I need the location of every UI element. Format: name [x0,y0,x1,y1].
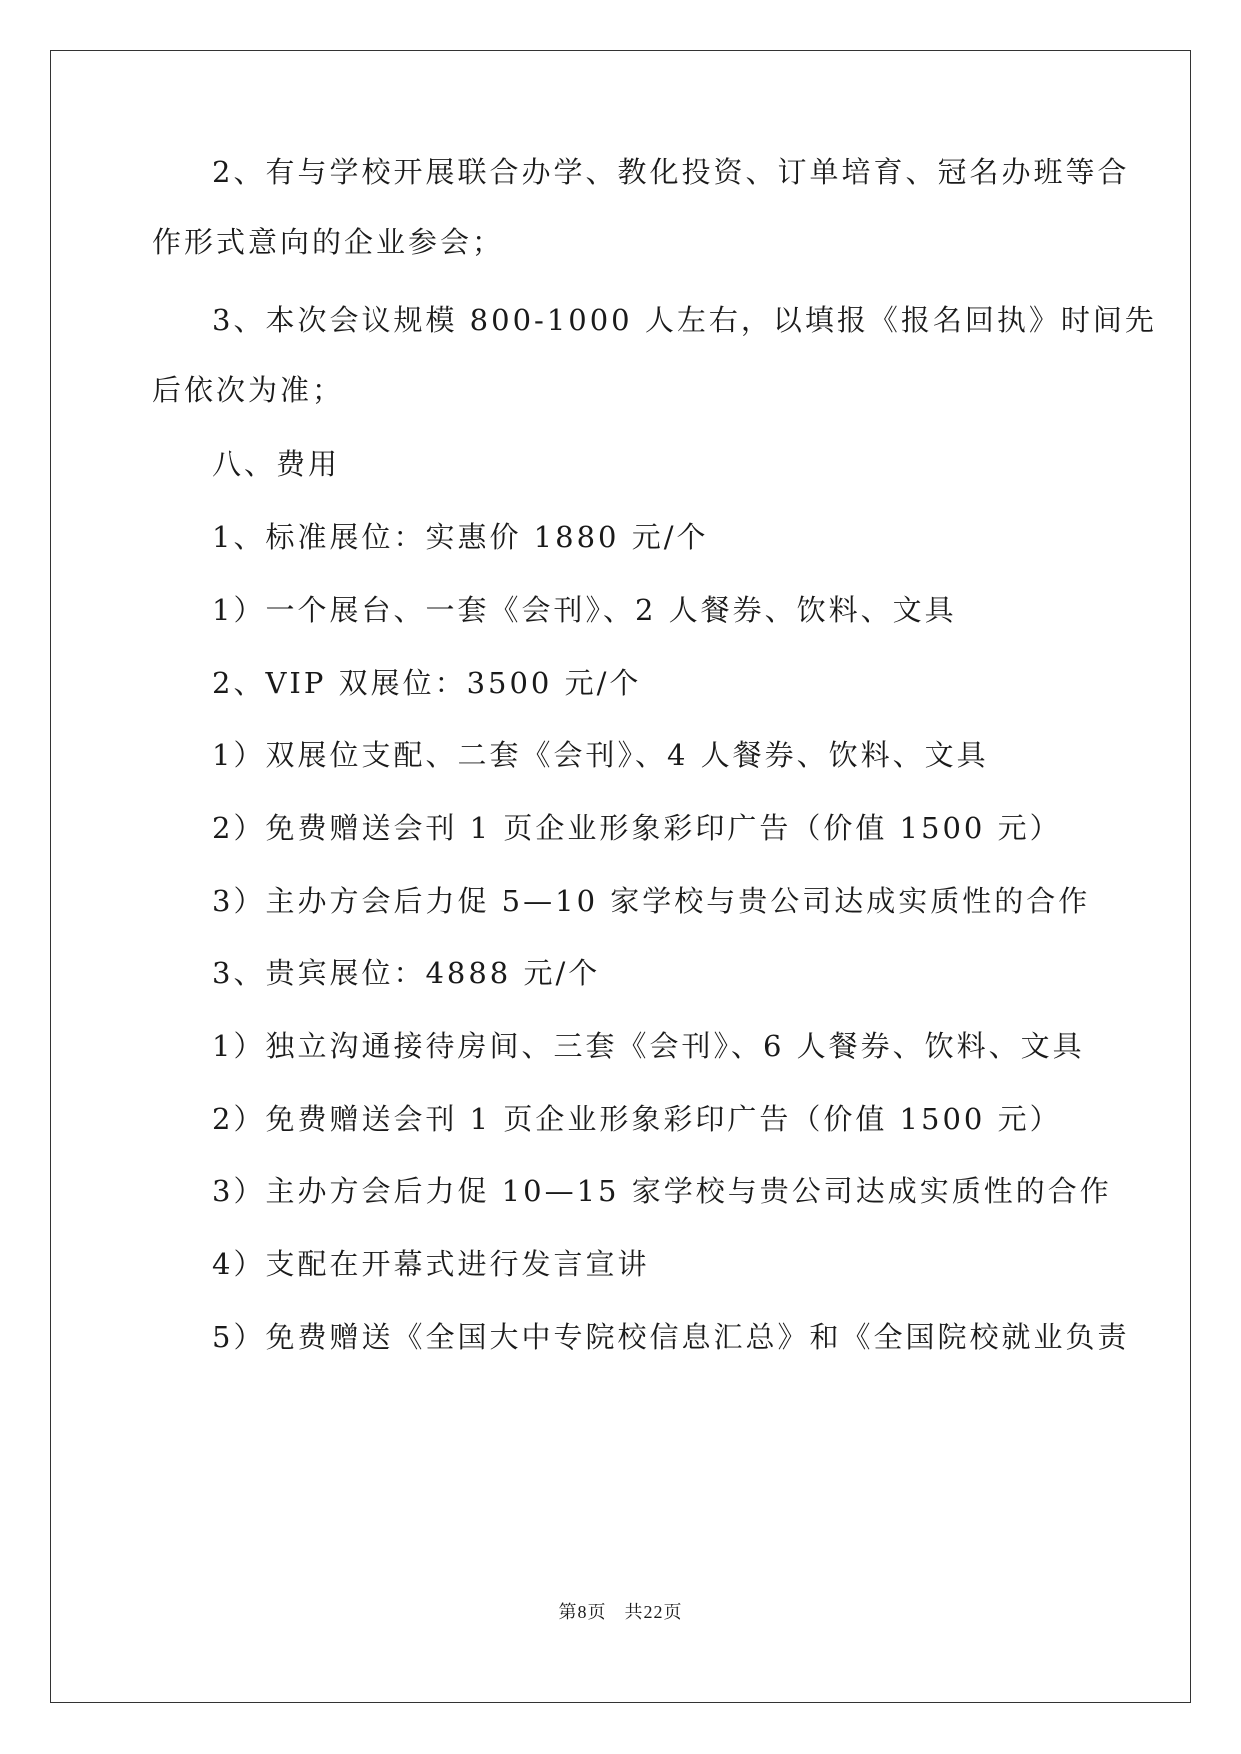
paragraph-line: 3）主办方会后力促 5—10 家学校与贵公司达成实质性的合作 [212,884,1091,918]
page-prefix: 第 [558,1602,578,1623]
paragraph-line: 2、有与学校开展联合办学、教化投资、订单培育、冠名办班等合 [212,155,1130,189]
paragraph-line: 2）免费赠送会刊 1 页企业形象彩印广告（价值 1500 元） [212,811,1062,845]
page-current: 8 [577,1602,588,1622]
paragraph-line: 1）双展位支配、二套《会刊》、4 人餐券、饮料、文具 [212,738,989,772]
paragraph-line: 5）免费赠送《全国大中专院校信息汇总》和《全国院校就业负责 [212,1320,1130,1354]
paragraph-line: 后依次为准； [152,373,345,407]
page-total: 22 [643,1602,664,1622]
page-suffix: 页 [587,1602,607,1623]
paragraph-line: 1）独立沟通接待房间、三套《会刊》、6 人餐券、饮料、文具 [212,1029,1085,1063]
paragraph-line: 2）免费赠送会刊 1 页企业形象彩印广告（价值 1500 元） [212,1102,1062,1136]
paragraph-line: 4）支配在开幕式进行发言宣讲 [212,1247,650,1281]
section-heading: 八、费用 [212,447,341,481]
paragraph-line: 作形式意向的企业参会； [152,225,505,259]
paragraph-line: 3、本次会议规模 800-1000 人左右，以填报《报名回执》时间先 [212,303,1157,337]
page-footer [0,1600,1241,1625]
paragraph-line: 2、VIP 双展位：3500 元/个 [212,666,642,700]
paragraph-line: 3）主办方会后力促 10—15 家学校与贵公司达成实质性的合作 [212,1174,1112,1208]
paragraph-line: 1）一个展台、一套《会刊》、2 人餐券、饮料、文具 [212,593,957,627]
total-prefix: 共 [624,1602,644,1623]
paragraph-line: 3、贵宾展位：4888 元/个 [212,956,601,990]
paragraph-line: 1、标准展位：实惠价 1880 元/个 [212,520,709,554]
page-border [50,50,1191,1703]
total-suffix: 页 [663,1602,683,1623]
